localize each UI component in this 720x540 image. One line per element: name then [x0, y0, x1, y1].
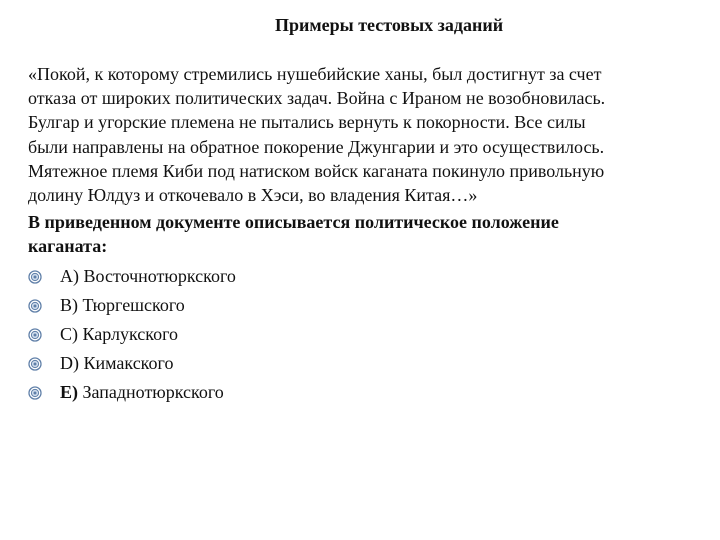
page-title: Примеры тестовых заданий	[275, 15, 504, 35]
option-text: Тюргешского	[82, 295, 185, 315]
option-text: Карлукского	[82, 324, 179, 344]
question-text	[28, 210, 698, 258]
quote-line: долину Юлдуз и откочевало в Хэси, во владения Китая…»	[28, 185, 478, 206]
option-text: Кимакского	[83, 353, 174, 373]
quote-line: Булгар и угорские племена не пытались вернуть к покорности. Все силы	[28, 112, 586, 133]
document-quote	[28, 62, 698, 207]
bullet-ring-icon	[28, 270, 42, 284]
option-e[interactable]	[28, 378, 236, 407]
option-c[interactable]	[28, 320, 236, 349]
bullet-ring-icon	[28, 357, 42, 371]
option-letter: Е)	[60, 382, 78, 402]
option-letter: В)	[60, 295, 78, 315]
option-letter: С)	[60, 324, 78, 344]
bullet-ring-icon	[28, 299, 42, 313]
option-letter: D)	[60, 353, 79, 373]
bullet-ring-icon	[28, 386, 42, 400]
option-d[interactable]	[28, 349, 236, 378]
question-line: В приведенном документе описывается политическое положение	[28, 212, 559, 232]
option-a[interactable]	[28, 262, 236, 291]
quote-line: отказа от широких политических задач. Война с Ираном не возобновилась.	[28, 88, 606, 109]
quote-line: Мятежное племя Киби под натиском войск каганата покинуло привольную	[28, 160, 605, 181]
quote-line: были направлены на обратное покорение Джунгарии и это осуществилось.	[28, 136, 605, 157]
answer-options	[28, 262, 236, 407]
bullet-ring-icon	[28, 328, 42, 342]
option-b[interactable]	[28, 291, 236, 320]
question-line: каганата:	[28, 236, 108, 256]
option-text: Западнотюркского	[82, 382, 224, 402]
option-letter: А)	[60, 266, 79, 286]
quote-line: «Покой, к которому стремились нушебийские ханы, был достигнут за счет	[28, 64, 602, 84]
option-text: Восточнотюркского	[83, 266, 236, 286]
